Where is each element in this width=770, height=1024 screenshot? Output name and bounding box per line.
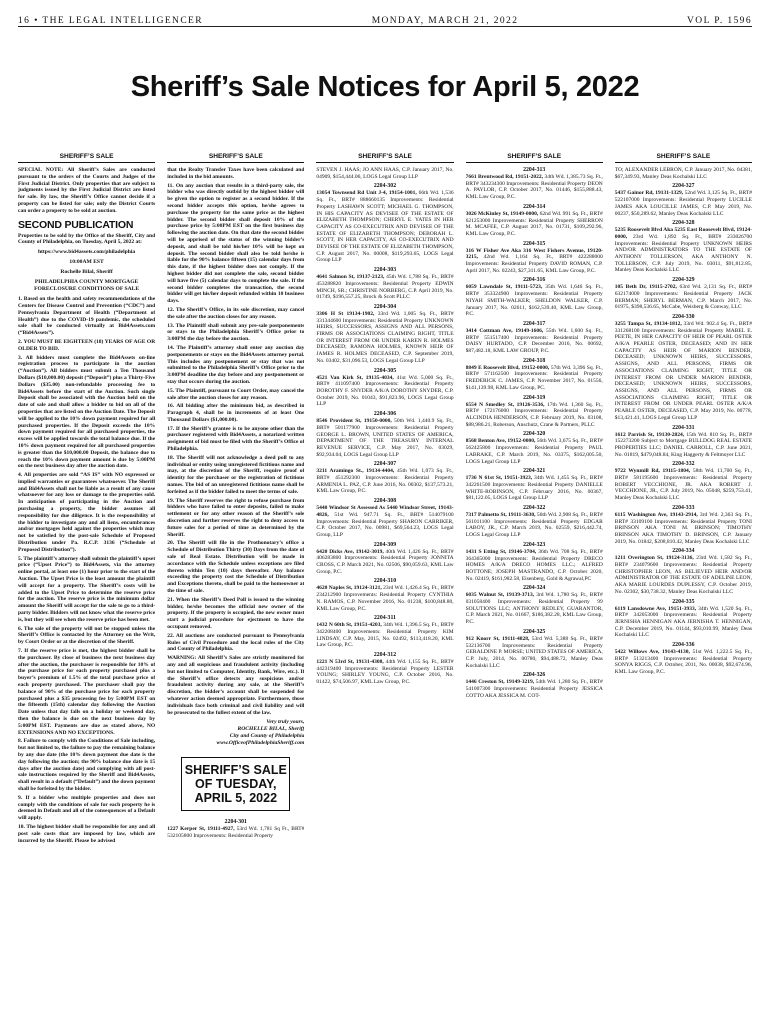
masthead-date: MONDAY, MARCH 21, 2022 — [371, 16, 519, 26]
listing-id: 2204-323 — [523, 541, 546, 548]
listing-entries — [615, 183, 752, 675]
listing-details: 63rd Wd. 2,131 Sq. Ft., BRT# 632174000 Improvements: Residential Property JACK BERMAN; SHERYL BERMAN, C.P. March 2017, No. 01975, $398,536.65, McCabe, Weisberg & Conway, LLC — [614, 284, 752, 311]
listing-id: 2204-302 — [373, 183, 397, 190]
listing-details: 3rd Wd. 1,780 Sq. Ft., BRT# 031058400 Improvements: Residential Property 99 SOLUTIONS LLC; ANTHONY REDLEY, GUARANTOR, C.P. March 2021, No. 01667, $186,382.28, KML Law Group, P.C. — [465, 592, 603, 626]
listing-entry — [466, 672, 603, 699]
listing-details: 41st Wd. 5,000 Sq. Ft., BRT# 411097400 Improvements: Residential Property DOROTHY F. SNYDER A/K/A DOROTHY SNYDER, C.P. October 2019, No. 01043, $91,823.96, LOGS Legal Group LLP — [316, 374, 454, 408]
listing-address: 1736 N 61st St, 19151-3923, — [465, 475, 533, 482]
listing-details: 56th Wd. 2,908 Sq. Ft., BRT# 561011100 Improvements: Residential Property EDGAR LABOY, JR., C.P. March 2019, No. 02559, $216,442.74, LOGS Legal Group LLP — [465, 512, 603, 539]
listing-details: 23rd Wd. 1,582 Sq. Ft., BRT# 234079600 Improvements: Residential Property CHRISTOPHER LEON, AS BELIEVED HEIR AND/OR ADMINISTRATOR OF THE ESTATE OF ADELINE LEON, AKA MARIE LOURDES DUPLESSY, C.P. October 2019, No. 02302, $30,738.32, Manley Deas Kochalski LLC — [614, 555, 752, 595]
listing-details: 23rd Wd. 1,892 Sq. Ft., BRT# 233026700 Improvements: Residential Property UNKNOWN HEIRS AND/OR ADMINISTRATORS TO THE ESTATE OF ANTHONY TOLLERSON, AKA ANTHONY N. TOLLERSON, C.P. July 2019, No. 03011, $91,812.85, Manley Deas Kochalski LLC — [614, 233, 752, 274]
notice-columns — [18, 153, 752, 1014]
listing-body — [316, 549, 453, 576]
listing-body — [316, 505, 453, 539]
listing-entry — [466, 505, 603, 539]
condition-18: 18. The Sheriff will not acknowledge a deed poll to any individual or entity using unregistered fictitious name and may, at the discretion of the Sheriff, require proof of identity for the purchaser or the registration of fictitious names. The bid of an unregistered fictitious name shall be forfeited as if the bidder failed to meet the terms of sale. — [167, 454, 305, 495]
listing-entry — [466, 321, 603, 355]
column-header: SHERIFF’S SALE — [316, 153, 453, 163]
listing-entry — [316, 304, 453, 365]
listing-details: 15th Wd. 810 Sq. Ft., BRT# 152273200 Subject to Mortgage BULLDOG REAL ESTATE PROPERTIES LLC; DANIEL CARROLL, C.P. June 2021, No. 01819, $479,048.84, King Haggerty & Feltmoyer LLC — [614, 431, 752, 458]
condition-6: 6. The sale of the property will not be stopped unless the Sheriff’s Office is contacted by the Attorney on the Writ, by Court Order or at the discretion of the Sheriff. — [18, 625, 156, 646]
listing-entry — [615, 183, 752, 217]
listing-address: 4521 Van Kirk St, 19135-4034, — [316, 374, 394, 381]
listing-id: 2204-327 — [672, 183, 695, 190]
listing-address: 5235 Roosevelt Blvd Aka 5235 East Roosevelt Blvd, 19124-0000, — [614, 227, 752, 240]
listing-address: 1221 N 53rd St, 19131-4308, — [316, 659, 384, 666]
listing-entry — [615, 277, 752, 311]
column-4 — [466, 153, 603, 1014]
listing-id: 2204-304 — [373, 303, 397, 310]
condition-11: 11. On any auction that results in a third-party sale, the bidder who was directly outbid by the highest bidder will be given the option to register as a second bidder. If the second bidder accepts this option, he/she agrees to purchase the property for the same price as the highest bidder. The second bidder shall deposit 10% of the purchase price by 5:00PM EST on the first business day following the auction date. On that date the second bidder will be apprised of the status of the winning bidder’s deposit, and shall be told his/her 10% will be kept on deposit. The second bidder shall also be told he/she is liable for the 90% balance fifteen (15) calendar days from this date, if the highest bidder does not comply. If the highest bidder did not complete the sale, second bidder will have five (5) calendar days to complete the sale. If the second bidder completes the transaction, the second bidder will get his/her deposit refunded within 10 business days. — [167, 182, 305, 305]
page-headline: Sheriff’s Sale Notices for April 5, 2022 — [130, 71, 640, 103]
listing-body — [615, 649, 752, 676]
sale-date-line-3: APRIL 5, 2022 — [194, 791, 278, 806]
listing-address: 8568 Benton Ave, 19152-0000, — [465, 438, 536, 445]
listing-id: 2204-311 — [374, 615, 396, 622]
listing-entry — [466, 167, 603, 201]
listing-address: 7661 Brentwood Rd, 19151-2022, — [465, 174, 544, 180]
listing-entry — [316, 461, 453, 495]
listing-details: 45th Wd. 1,073 Sq. Ft., BRT# 451292300 Improvements: Residential Property ARMENIA L. PAZ, C.P. June 2016, No. 00302, $137,573.21, KML Law Group, P.C. — [316, 468, 454, 495]
listing-entry — [316, 411, 453, 458]
listing-body — [316, 585, 453, 612]
listing-id: 2204-307 — [373, 461, 397, 468]
listing-details: 33rd Wd. 902.4 Sq. Ft., BRT# 331268100 Improvements: Residential Property MABEL E. PEETE, IN HER CAPACITY OF HEIR OF PEARL OSTER A/K/A PEARLE OSTER, DECEASED; AND IN HER CAPACITY AS HEIR OF MARION BENDER, DECEASED; UNKNOWN HEIRS, SUCCESSORS, ASSIGNS, AND ALL PERSONS, FIRMS OR ASSOCIATIONS CLAIMING RIGHT, TITLE OR INTEREST FROM OR UNDER MARION BENDER, DECEASED; UNKNOWN HEIRS, SUCCESSORS, ASSIGNS, AND ALL PERSONS, FIRMS OR ASSOCIATIONS CLAIMING RIGHT, TITLE OR INTEREST FROM OR UNDER PEARL OSTER A/K/A PEARLE OSTER, DECEASED, C.P. May 2019, No. 00778, $13,421.41, LOGS Legal Group LLP — [614, 320, 752, 421]
listing-id: 2204-316 — [523, 277, 546, 284]
listing-body — [466, 248, 603, 275]
listing-entry — [615, 314, 752, 422]
listing-body — [615, 284, 752, 311]
listing-entry — [316, 578, 453, 612]
listing-body — [466, 512, 603, 539]
listing-entry — [316, 542, 453, 576]
listing-details: 40th Wd. 1,426 Sq. Ft., BRT# 406283800 Improvements: Residential Property JONNITA CROSS, C.P. March 2021, No. 02506, $90,059.63, KML Law Group, P.C. — [316, 548, 454, 575]
listing-address: 8849 E Roosevelt Blvd, 19152-0000, — [465, 364, 550, 371]
listing-entry — [615, 461, 752, 502]
listing-entry — [615, 425, 752, 459]
listing-address: 5440 Windsor St Assessed As 5440 Windsor Street, 19143-4826, — [316, 505, 454, 518]
listing-entry — [615, 505, 752, 546]
listing-id: 2204-320 — [523, 431, 546, 438]
condition-19: 19. The Sheriff reserves the right to refuse purchase from bidders who have failed to enter deposits, failed to make settlement or for any other reason of the Sheriff’s sole discretion and further reserves the right to deny access to future sales for a period of time as determined by the Sheriff. — [167, 497, 305, 538]
listing-body — [615, 190, 752, 217]
listing-address: 8546 Provident St, 19150-0000, — [316, 418, 392, 425]
listing-details: 3rd Wd. 2,363 Sq. Ft., BRT# 33109100 Improvements: Residential Property TONI BRINSON AKA TONI M. BRINSON; TIMOTHY BRINSON AKA TIMOTHY D. BRINSON, C.P. January 2019, No. 01842, $208,810.42, Manley Deas Kochalski LLC — [614, 511, 752, 545]
listing-body — [316, 190, 453, 264]
condition-12: 12. The Sheriff’s Office, in its sole discretion, may cancel the sale after the auction closes for any reason. — [167, 306, 305, 320]
listing-address: 6035 Walnut St, 19139-3713, — [465, 592, 535, 599]
listing-details: 51st Wd. 1,222.5 Sq. Ft., BRT# 513213400 Improvements: Residential Property SONYA RIGGS, C.P. October, 2011, No. 00038, $92,674.96, KML Law Group, P.C. — [614, 649, 752, 676]
listing-address: 1446 Creston St, 19149-3219, — [465, 679, 535, 686]
listing-entry — [615, 599, 752, 640]
second-publication-heading: SECOND PUBLICATION — [18, 218, 134, 231]
listing-address: 1211 Overington St, 19124-3136, — [614, 555, 694, 562]
listing-id: 2204-303 — [373, 267, 397, 274]
listing-id: 2204-308 — [373, 498, 397, 505]
listing-continuation: TO; ALEXANDER LEBRON, C.P. January 2017, No. 04381, $67,349.93, Manley Deas Kochalski LLC — [614, 167, 752, 180]
listing-body — [466, 328, 603, 355]
listing-details: 58th Wd. 11,700 Sq. Ft., BRT# 581195600 Improvements: Residential Property ROBERT VECCHIONE, JR. AKA ROBERT J. VECCHIONE, JR., C.P. July 2019, No. 05048, $259,753.41, Manley Deas Kochalski LLC — [614, 468, 752, 502]
listing-body — [615, 512, 752, 546]
listing-address: 1227 Kerper St, 19111-4927, — [167, 826, 235, 833]
listing-body — [466, 549, 603, 583]
listing-details: 34th Wd. 1,520 Sq. Ft., BRT# 342053000 Improvements: Residential Property JERNISHA HENNIGAN AKA JERNISHA T. HENNIGAN, C.P. December 2019, No. 01144, $93,010.99, Manley Deas Kochalski LLC — [614, 605, 752, 639]
listing-entry — [316, 498, 453, 539]
listing-body — [466, 636, 603, 670]
listing-entry — [316, 652, 453, 686]
listing-details: 54th Wd. 1,280 Sq. Ft., BRT# 541007300 Improvements: Residential Property JESSICA COTTO AKA JESSICA M. COT- — [465, 679, 603, 699]
listing-body — [615, 321, 752, 422]
listing-entries — [466, 167, 603, 699]
listing-id: 2204-314 — [523, 203, 546, 210]
listing-entry — [466, 431, 603, 465]
condition-4: 4. All properties are sold “AS IS” with NO expressed or implied warranties or guarantees whatsoever. The Sheriff and Bid4Assets shall not be liable as a result of any cause whatsoever for any loss or damage to the properties sold. In anticipation of participating in the Auction and purchasing a property, the bidder assumes all responsibility for due diligence. It is the responsibility of the bidder to investigate any and all liens, encumbrances and/or mortgages held against the properties which may not be satisfied by the post-sale Schedule of Proposed Distribution under Pa. R.C.P. 3136 (“Schedule of Proposed Distribution”). — [18, 472, 156, 553]
listing-details: 51st Wd. 947.71 Sq. Ft., BRT# 514079100 Improvements: Residential Property SHARON CARRIKER, C.P. October 2017, No. 00981, $69,564.23, LOGS Legal Group, LLP — [316, 511, 454, 538]
listing-body — [615, 227, 752, 274]
signature-block — [167, 719, 304, 747]
listing-details: 62nd Wd. 991 Sq. Ft., BRT# 621253000 Improvements: Residential Property SHERRON M. MCAFEE, C.P. August 2017, No. 01731, $109,292.96, KML Law Group, P.C. — [465, 210, 603, 237]
listing-id: 2204-324 — [523, 585, 546, 592]
listing-address: 5437 Gainor Rd, 19131-1329, — [614, 190, 684, 197]
listing-body — [466, 679, 603, 699]
listing-address: 6115 Washington Ave, 19143-2914, — [614, 511, 698, 518]
listing-details: 36th Wd. 708 Sq. Ft., BRT# 364365000 Improvements: Residential Property DRECO HOMES A/K/A DRECO HOMES LLC.; ALFRED BOTTONE; JOSEPH MASTRANDO, C.P. October 2020, No. 02419, $161,982.58, Eisenberg, Gold & Agrawal,PC — [465, 548, 603, 582]
condition-7: 7. If the reserve price is met, the highest bidder shall be the purchaser. By close of business the next business day after the auction, the purchaser is responsible for 10% of the purchase price for each property purchased plus a buyer’s premium of 1.5% of the total purchase price of each property purchased. The purchaser shall pay the balance of 90% of the purchase price for each property purchased plus a $35 processing fee by 5:00PM EST on the fifteenth (15th) calendar day following the Auction Date unless that day falls on a holiday or weekend day, then the balance is due on the next business day by 5:00PM EST. Payments are due as stated above, NO EXTENSIONS AND NO EXCEPTIONS. — [18, 648, 156, 736]
listing-entry — [466, 277, 603, 318]
listing-address: 3026 McKinley St, 19149-0000, — [465, 210, 539, 217]
column-header: SHERIFF’S SALE — [18, 153, 155, 163]
masthead-page-info: 16 • THE LEGAL INTELLIGENCER — [18, 16, 203, 26]
listing-body — [466, 365, 603, 392]
condition-13: 13. The Plaintiff shall submit any pre-sale postponements or stays to the Philadelphia Sheriff’s Office prior to 3:00PM the day before the auction. — [167, 322, 305, 343]
listing-id: 2204-319 — [523, 394, 546, 401]
listing-entry — [466, 395, 603, 429]
special-note: SPECIAL NOTE: All Sheriff’s Sales are conducted pursuant to the orders of the Courts and Judges of the First Judicial District. Only properties that are subject to judgments issued by the First Judicial District are listed for sale. By law, the Sheriff’s Office cannot decide if a property can be listed for sale; only the District Courts can order a property to be sold at auction. — [18, 167, 156, 214]
listing-address: 6059 Lawndale St, 19111-5723, — [465, 284, 543, 291]
listing-body — [466, 475, 603, 502]
condition-14: 14. The Plaintiff’s attorney shall enter any auction day postponements or stays on the Bid4Assets attorney portal. This includes any postponement or stay that was not submitted to the Philadelphia Sheriff’s Office prior to the 3:00PM deadline the day before and any postponement or stay that occurs during the auction. — [167, 344, 305, 385]
listing-entry — [316, 267, 453, 301]
column-5 — [615, 153, 752, 1014]
listing-details: 44th Wd. 1,155 Sq. Ft., BRT# 442319400 Improvements: Residential Property LESTER YOUNG; SHIRLEY YOUNG, C.P. October 2016, No. 01422, $74,506.97, KML Law Group, P.C. — [316, 659, 454, 686]
column-1 — [18, 153, 155, 1014]
listing-id: 2204-331 — [672, 424, 695, 431]
condition-10: 10. The highest bidder shall be responsible for any and all post sale costs that are imposed by law, which are incurred by the Sheriff. Please be advised — [18, 823, 156, 844]
listing-address: 1612 Parrish St, 19130-2824, — [614, 431, 685, 438]
listing-details: 45th Wd. 1,788 Sq. Ft., BRT# 453288820 Improvements: Residential Property EDWIN MINCH, SR.; CHRISTINE NORBERG, C.P. April 2019, No. 01749, $196,557.25, Brock & Scott PLLC — [316, 274, 454, 301]
signature-website[interactable]: www.OfficeofPhiladelphiaSheriff.com — [216, 740, 305, 747]
listing-body — [615, 468, 752, 502]
listing-id: 2204-301 — [224, 819, 247, 826]
listing-id: 2204-334 — [672, 548, 695, 555]
listing-id: 2204-318 — [523, 357, 546, 364]
listing-body — [316, 274, 453, 301]
listing-entry — [466, 204, 603, 238]
condition-17: 17. If the Sheriff’s grantee is to be anyone other than the purchaser registered with Bid4Assets, a notarized written assignment of bid must be filed with the Sheriff’s Office of Philadelphia. — [167, 425, 305, 453]
listing-address: 3414 Cottman Ave, 19149-1606, — [465, 327, 544, 334]
listing-entry — [615, 220, 752, 274]
listing-details: 50th Wd. 1,440.9 Sq. Ft., BRT# 501177900 Improvements: Residential Property GEORGE L. BROWN, UNITED STATES OF AMERICA, DEPARTMENT OF THE TREASURY INTERNAL REVENUE SERVICE, C.P. May 2017, No. 03029, $92,934.04, LOGS Legal Group LLP — [316, 418, 454, 458]
condition-22: 22. All auctions are conducted pursuant to Pennsylvania Rules of Civil Procedure and the local rules of the City and County of Philadelphia. — [167, 632, 305, 653]
listing-details: 34th Wd. 1,396.5 Sq. Ft., BRT# 342208400 Improvements: Residential Property KIM LINDSAY, C.P. May, 2015, No. 02492, $113,418.20, KML Law Group, P.C. — [316, 622, 454, 649]
sheriff-name: Rochelle Bilal, Sheriff — [60, 269, 113, 276]
listing-entry — [316, 368, 453, 409]
listing-address: 6420 Dicks Ave, 19142-3019, — [316, 548, 384, 555]
condition-15: 15. The Plaintiff, pursuant to Court Order, may cancel the sale after the auction closes for any reason. — [167, 387, 305, 401]
listing-body — [466, 174, 603, 201]
listing-address: 1431 S Etting St, 19146-3704, — [465, 548, 537, 555]
listing-body — [316, 622, 453, 649]
listing-details: 23rd Wd. 1,426.4 Sq. Ft., BRT# 234212900 Improvements: Residential Property CYNTHIA N. RAMOS, C.P. November 2016, No. 01238, $100,848.80, KML Law Group, P.C. — [316, 585, 454, 612]
listing-id: 2204-310 — [373, 578, 397, 585]
listing-body — [316, 311, 453, 365]
listing-id: 2204-335 — [672, 598, 695, 605]
listing-address: 6119 Lansdowne Ave, 19151-3933, — [614, 605, 697, 612]
listing-details: 52nd Wd. 3,125 Sq. Ft., BRT# 522107000 Improvements: Residential Property LUCILLE JAMES AKA LOUCILLE JAMES, C.P. May 2019, No. 00237, $50,289.62, Manley Deas Kochalski LLC — [614, 190, 752, 217]
listing-body — [316, 375, 453, 409]
listing-id: 2204-330 — [672, 313, 695, 320]
listing-address: 6554 N Smedley St, 19126-3536, — [465, 401, 545, 408]
condition-5: 5. The plaintiff’s attorney shall submit the plaintiff’s upset price (“Upset Price”) to Bid4Assets, via the attorney online portal, at least one (1) hour prior to the start of the Auction. The Upset Price is the least amount the plaintiff will accept for a property. The Sheriff’s costs will be added to the Upset Price to determine the reserve price for the auction. The reserve price is the minimum dollar amount the Sheriff will accept for the sale to go to a third-party bidder. Bidders will not know what the reserve price is, but they will see when the reserve price has been met. — [18, 555, 156, 623]
signature-name: ROCHELLE BILAL, Sheriff — [237, 726, 305, 733]
sale-location-intro: Properties to be sold by the Office of the Sheriff, City and County of Philadelphia, on Tuesday, April 5, 2022 at: — [18, 232, 156, 246]
listing-address: 3306 H St 19134-1902, — [316, 310, 375, 317]
listing-entry — [466, 629, 603, 670]
listing-body — [466, 284, 603, 318]
column-header: SHERIFF’S SALE — [466, 153, 603, 163]
listing-address: 1432 N 60th St, 19151-4203, — [316, 622, 382, 629]
listing-address: 316 W Fisher Ave Aka 316 West Fishers Avenue, 19120-3215, — [465, 247, 603, 261]
auction-url[interactable]: https://www.bid4assets.com/philadelphia — [37, 249, 136, 256]
signature-closing: Very truly yours, — [266, 719, 305, 726]
masthead — [18, 0, 752, 27]
listing-entry — [466, 358, 603, 392]
listing-entries — [167, 819, 304, 839]
listing-entry — [316, 183, 453, 264]
listing-body — [615, 432, 752, 459]
listing-address: 4641 Salmon St, 19137-2123, — [316, 274, 385, 281]
listing-id: 2204-321 — [523, 468, 546, 475]
column-header: SHERIFF’S SALE — [167, 153, 304, 163]
listing-details: 56th Wd. 3,675 Sq. Ft., BRT# 562425800 Improvements: Residential Property PAUL LABRAKE, C.P. March 2019, No. 03375, $162,005.50, LOGS Legal Group LLP — [465, 438, 603, 465]
listing-address: 13054 Townsend Rd Unit J-4, 19154-1001, — [316, 190, 417, 197]
listing-entry — [316, 615, 453, 649]
condition-3: 3. All bidders must complete the Bid4Assets on-line registration process to participate in the auction (“Auction”). All bidders must submit a Ten Thousand Dollars ($10,000.00) deposit (“Deposit”) plus a Thirty-Five Dollars ($35.00) non-refundable processing fee to Bid4Assets before the start of the Auction. Such single Deposit shall be associated with the Auction held on the date of sale and shall allow a bidder to bid on all of the properties that are listed on the Auction Date. The Deposit will be applied to the 10% down payment required for all purchased properties. If the Deposit exceeds the 10% down payment required for all purchased properties, the excess will be applied towards the total balance due. If the 10% down payment required for all purchased properties is greater than the $10,000.00 Deposit, the balance due to reach the 10% down payment amount is due by 5:00PM on the next business day after the auction date. — [18, 354, 156, 470]
listing-id: 2204-328 — [672, 220, 695, 227]
listing-id: 2204-332 — [672, 461, 695, 468]
listing-entries — [316, 183, 453, 685]
listing-id: 2204-317 — [523, 320, 546, 327]
sale-date-line-2: OF TUESDAY, — [195, 777, 277, 792]
listing-body — [466, 592, 603, 626]
listing-address: 912 Knorr St, 19111-4828, — [465, 635, 530, 642]
listing-details: 57th Wd. 3,396 Sq. Ft., BRT# 571162500 Improvements: Residential Property FREDERICK C. JAMES, C.P. November 2017, No. 01556, $141,139.98, KML Law Group, PC. — [465, 364, 603, 391]
sale-date-line-1: SHERIFF’S SALE — [184, 763, 287, 778]
listing-entry — [466, 468, 603, 502]
listing-address: 3255 Tampa St, 19134-1812, — [614, 320, 682, 327]
condition-9: 9. If a bidder who multiple properties and does not comply with the conditions of sale for each property he is deemed in Default and all of the consequences of a Default will apply. — [18, 794, 156, 822]
listing-details: 53rd Wd. 1,781 Sq Ft., BRT# 532105800 Improvements: Residential Property — [167, 826, 305, 840]
listing-body — [466, 402, 603, 429]
condition-16: 16. All bidding after the minimum bid, as described in Paragraph 4, shall be in increments of at least One Thousand Dollars ($1,000.00). — [167, 403, 305, 423]
listing-details: 35th Wd. 1,646 Sq. Ft., BRT# 353324900 Improvements: Residential Property NIYAH SMITH-WALKER; SHELDON WALKER, C.P. January 2017, No. 02611, $162,539.40, KML Law Group, P.C. — [465, 284, 603, 318]
listing-entry — [615, 548, 752, 595]
listing-body — [316, 418, 453, 458]
listing-entry — [167, 819, 304, 839]
listing-id: 2204-305 — [373, 367, 397, 374]
signature-office: City and County of Philadelphia — [229, 733, 305, 740]
listing-id: 2204-322 — [523, 505, 546, 512]
listing-body — [316, 659, 453, 686]
listing-id: 2204-326 — [523, 672, 546, 679]
column-header: SHERIFF’S SALE — [615, 153, 752, 163]
listing-body — [615, 555, 752, 595]
listing-id: 2204-306 — [373, 411, 397, 418]
listing-address: 3211 Aramingo St., 19134-4404, — [316, 468, 395, 475]
listing-details: 34th Wd. 1,385.73 Sq. Ft., BRT# 343234300 Improvements: Residential Property DEON A. PAYLOR, C.P. October 2017, No. 01446, $155,888.43, KML Law Group, P.C. — [465, 174, 603, 201]
listing-address: 7317 Palmetto St, 19111-3630, — [465, 512, 536, 519]
column-3 — [316, 153, 453, 1014]
conditions-title: PHILADELPHIA COUNTY MORTGAGE FORECLOSURE CONDITIONS OF SALE — [34, 279, 140, 293]
condition-2: 2. YOU MUST BE EIGHTEEN (18) YEARS OF AGE OR OLDER TO BID. — [18, 338, 156, 352]
listing-body — [466, 211, 603, 238]
listing-body — [615, 606, 752, 640]
listing-details: 42nd Wd. 1,164 Sq. Ft., BRT# 422288000 Improvements: Residential Property DAVID ROMAN, C.P. April 2017, No. 02243, $27,311.65, KML Law Group, P.C. — [465, 254, 603, 274]
listing-entry — [615, 642, 752, 676]
listing-continuation: STEVEN J. HAAS; JO ANN HAAS, C.P. January 2017, No. 04909, $154,444.06, LOGS Legal Group LLP — [316, 167, 454, 180]
auction-time: 10:00AM EST — [69, 259, 104, 266]
condition-21: 21. When the Sheriff’s Deed Poll is issued to the winning bidder, he/she becomes the official new owner of the property. If the property is occupied, the new owner must start a judicial procedure for ejectment to have the occupant removed. — [167, 596, 305, 630]
listing-entry — [466, 585, 603, 626]
column-2 — [167, 153, 304, 1014]
listing-id: 2204-315 — [523, 240, 546, 247]
masthead-volume: VOL P. 1596 — [687, 16, 752, 26]
listing-body — [466, 438, 603, 465]
listing-address: 105 Beth Dr, 19115-2702, — [614, 284, 677, 291]
listing-details: 34th Wd. 1,455 Sq. Ft., BRT# 342261500 Improvements: Residential Property DANIELLE WHITE-ROBINSON, C.P. February 2016, No. 00367, $81,122.05, LOGS Legal Group LLP — [465, 475, 603, 502]
listing-body — [167, 826, 304, 839]
listing-body — [316, 468, 453, 495]
condition-20: 20. The Sheriff will file in the Prothonotary’s office a Schedule of Distribution Thirty (30) Days from the date of sale of Real Estate. Distribution will be made in accordance with the Schedule unless exceptions are filed thereto within Ten (10) days thereafter. Any balance exceeding the property cost the Schedule of Distribution and Exceptions thereto, shall be paid to the homeowner at the time of sale. — [167, 540, 305, 595]
listing-address: 5422 Willows Ave, 19143-4130, — [614, 649, 690, 656]
condition-10-cont: that the Realty Transfer Taxes have been calculated and included in the bid amounts. — [167, 167, 305, 180]
listing-id: 2204-309 — [373, 541, 397, 548]
listing-id: 2204-325 — [523, 628, 546, 635]
fraud-warning: WARNING: All Sheriff’s Sales are strictly monitored for any and all suspicious and fraudulent activity (including but not limited to Computer, Identity, Bank, Wire, etc.). If the Sheriff’s office detects any suspicious and/or fraudulent activity during any sale, at the Sheriff’s discretion, the bidder’s account shall be suspended for whatever action deemed appropriate. Furthermore, those individuals face both criminal and civil liability and will be prosecuted to the fullest extent of the law. — [167, 655, 305, 716]
condition-1: 1. Based on the health and safety recommendations of the Centers for Disease Control and Prevention (“CDC”) and Pennsylvania Department of Health (“Department of Health”) due to the COVID-19 pandemic, the scheduled sale shall be conducted virtually at Bid4Assets.com (“Bid4Assets”). — [18, 296, 156, 337]
listing-details: 55th Wd. 1,600 Sq. Ft., BRT# 551517400 Improvements: Residential Property DAISY HURTADO, C.P. December 2016, No. 00692, $87,482.18, KML LAW GROUP, P.C. — [465, 327, 603, 355]
listing-entry — [466, 542, 603, 583]
listing-details: 33rd Wd. 1,005 Sq. Ft., BRT# 331344600 Improvements: Residential Property UNKNOWN HEIRS, SUCCESSORS, ASSIGNS AND ALL PERSONS, FIRMS OR ASSOCIATIONS CLAIMING RIGHT, TITLE OR INTEREST FROM OR UNDER KAREN R. HOLMES DECEASED; RAMONA HOLMES, KNOWN HEIR OF JAMES R. HOLMES DECEASED, C.P. September 2019, No. 03402, $31,096.53, LOGS Legal Group LLP — [316, 310, 454, 364]
listing-details: 66th Wd. 1,536 Sq. Ft., BRT# 888660135 Improvements: Residential Property LASHAWN SCOTT; MICHAEL G. THOMPSON, IN HIS CAPACITY AS DEVISEE OF THE ESTATE OF ELIZABETH THOMPSON; CHERYL E. YATES IN HER CAPACITY AS CO-EXECUTRIX AND DEVISEE OF THE ESTATE OF ELIZABETH THOMPSON; DEBORAH L. SCOTT, IN HER CAPACITY, AS CO-EXECUTRIX AND DEVISEE OF THE ESTATE OF ELIZABETH THOMPSON, C.P. August 2017, No. 00008, $119,293.65, LOGS Legal Group LLP — [316, 190, 454, 264]
listing-details: 53rd Wd. 5,388 Sq. Ft., BRT# 532136700 Improvements: Residential Property GERALDINE P. MORSE; UNITED STATES OF AMERICA, C.P. July, 2014, No. 00780, $94,488.72, Manley Deas Kochalski LLC — [465, 635, 603, 669]
listing-address: 4620 Naples St, 19124-3121, — [316, 585, 382, 592]
listing-entry — [466, 241, 603, 275]
listing-id: 2204-312 — [373, 652, 397, 659]
listing-address: 9722 Wynmill Rd, 19115-1804, — [614, 468, 691, 475]
listing-details: 17th Wd. 1,360 Sq. Ft., BRT# 172176000 Improvements: Residential Property ALCINDIA HENDERSON, C.P. February 2019, No. 03108, $88,986.21, Roberson, Anschutz, Crane & Partners, PLLC — [465, 401, 603, 428]
sale-date-box — [181, 757, 290, 811]
condition-8: 8. Failure to comply with the Conditions of Sale including, but not limited to, the failure to pay the remaining balance by any due date (the 10% down payment due date is the day following the auction; the 90% balance due date is 15 days after the auction date) and complying with all post-sale instructions required by the Sheriff and Bid4Assets, shall result in a default (“Default”) and the down payment shall be forfeited by the bidder. — [18, 738, 156, 792]
listing-id: 2204-336 — [672, 642, 695, 649]
listing-id: 2204-329 — [672, 277, 695, 284]
listing-id: 2204-313 — [523, 167, 546, 173]
listing-id: 2204-333 — [672, 504, 695, 511]
